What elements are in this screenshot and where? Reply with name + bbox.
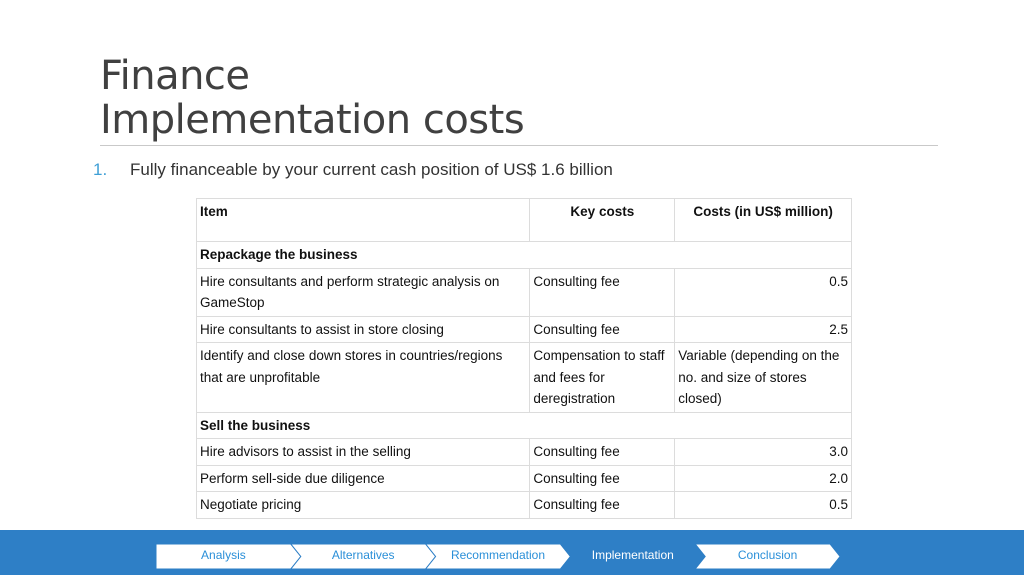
cell-item: Negotiate pricing <box>197 492 530 519</box>
cell-cost: 2.5 <box>675 316 852 343</box>
slide-title <box>100 54 524 142</box>
cell-item: Identify and close down stores in countries/regions that are unprofitable <box>197 343 530 413</box>
nav-step-label[interactable]: Implementation <box>591 548 674 562</box>
cell-cost: 2.0 <box>675 465 852 492</box>
header-key-costs: Key costs <box>530 199 675 242</box>
cell-cost: 0.5 <box>675 268 852 316</box>
nav-step-label[interactable]: Recommendation <box>450 548 546 562</box>
cell-cost: Variable (depending on the no. and size of stores closed) <box>675 343 852 413</box>
header-costs: Costs (in US$ million) <box>675 199 852 242</box>
title-line-2: Implementation costs <box>100 97 525 143</box>
cell-key-cost: Consulting fee <box>530 492 675 519</box>
table-row <box>197 465 852 492</box>
cell-cost: 3.0 <box>675 439 852 466</box>
cell-item: Hire advisors to assist in the selling <box>197 439 530 466</box>
title-divider <box>100 145 938 146</box>
section-repackage: Repackage the business <box>197 242 852 269</box>
section-row <box>197 412 852 439</box>
cell-item: Hire consultants to assist in store closing <box>197 316 530 343</box>
header-item: Item <box>197 199 530 242</box>
cell-key-cost: Consulting fee <box>530 268 675 316</box>
nav-step-label[interactable]: Conclusion <box>737 548 798 562</box>
progress-nav <box>156 544 840 569</box>
cell-key-cost: Consulting fee <box>530 465 675 492</box>
title-line-1: Finance <box>100 53 250 99</box>
table-row <box>197 343 852 413</box>
nav-step-label[interactable]: Alternatives <box>331 548 395 562</box>
cell-key-cost: Consulting fee <box>530 439 675 466</box>
bullet-text: Fully financeable by your current cash position of US$ 1.6 billion <box>130 160 613 179</box>
cell-item: Perform sell-side due diligence <box>197 465 530 492</box>
table-row <box>197 492 852 519</box>
table-header-row <box>197 199 852 242</box>
cell-item: Hire consultants and perform strategic analysis on GameStop <box>197 268 530 316</box>
nav-step-label[interactable]: Analysis <box>201 548 246 562</box>
cell-key-cost: Consulting fee <box>530 316 675 343</box>
section-row <box>197 242 852 269</box>
table-row <box>197 268 852 316</box>
costs-table <box>196 198 852 519</box>
bullet-point <box>93 160 613 180</box>
section-sell: Sell the business <box>197 412 852 439</box>
bullet-number: 1. <box>93 160 108 179</box>
table-row <box>197 439 852 466</box>
cell-key-cost: Compensation to staff and fees for deregistration <box>530 343 675 413</box>
table-row <box>197 316 852 343</box>
cell-cost: 0.5 <box>675 492 852 519</box>
